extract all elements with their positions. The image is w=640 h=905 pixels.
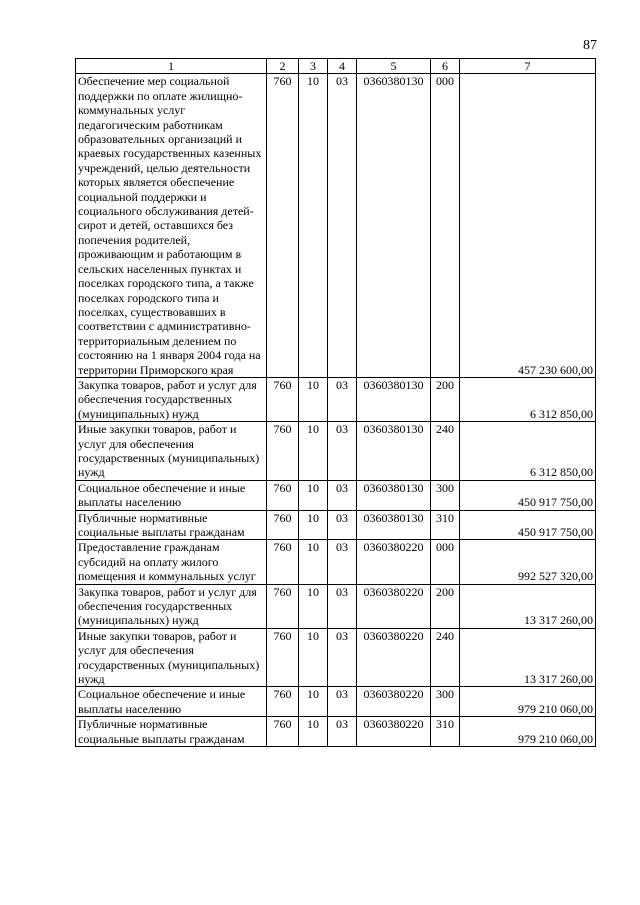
row-code-ministry: 760: [267, 510, 299, 540]
row-expense-type: 240: [431, 422, 460, 481]
row-target-article: 0360380220: [357, 628, 431, 687]
row-target-article: 0360380220: [357, 717, 431, 747]
column-header: 7: [460, 59, 596, 74]
row-description: Обеспечение мер социальной поддержки по оплате жилищно-коммунальных услуг педагогическим работникам образовательных организаций и краевых государственных казенных учреждений, целью деятельности которых является обеспечение социальной поддержки и социального обслуживания детей-сирот и детей, оставшихся без попечения родителей, проживающим и работающим в сельских населенных пунктах и поселках городского типа, а также поселках городского типа и поселках, существовавших в соответствии с административно-территориальным делением по состоянию на 1 января 2004 года на территории Приморского края: [76, 74, 267, 378]
row-code-subsection: 03: [328, 422, 357, 481]
column-header: 5: [357, 59, 431, 74]
row-expense-type: 300: [431, 687, 460, 717]
row-code-ministry: 760: [267, 540, 299, 584]
row-description: Социальное обеспечение и иные выплаты населению: [76, 687, 267, 717]
row-description: Социальное обеспечение и иные выплаты населению: [76, 480, 267, 510]
row-target-article: 0360380220: [357, 540, 431, 584]
row-amount: 450 917 750,00: [460, 480, 596, 510]
row-code-section: 10: [299, 422, 328, 481]
row-description: Иные закупки товаров, работ и услуг для обеспечения государственных (муниципальных) нужд: [76, 628, 267, 687]
row-amount: 6 312 850,00: [460, 377, 596, 421]
row-code-ministry: 760: [267, 377, 299, 421]
row-target-article: 0360380130: [357, 510, 431, 540]
row-target-article: 0360380130: [357, 377, 431, 421]
row-expense-type: 310: [431, 717, 460, 747]
row-amount: 992 527 320,00: [460, 540, 596, 584]
table-body: [76, 74, 596, 747]
row-code-ministry: 760: [267, 687, 299, 717]
row-description: Закупка товаров, работ и услуг для обеспечения государственных (муниципальных) нужд: [76, 377, 267, 421]
row-target-article: 0360380220: [357, 687, 431, 717]
row-target-article: 0360380220: [357, 584, 431, 628]
row-code-subsection: 03: [328, 540, 357, 584]
row-description: Иные закупки товаров, работ и услуг для обеспечения государственных (муниципальных) нужд: [76, 422, 267, 481]
table-row: [76, 377, 596, 421]
row-target-article: 0360380130: [357, 74, 431, 378]
row-code-section: 10: [299, 74, 328, 378]
column-header: 6: [431, 59, 460, 74]
table-row: [76, 74, 596, 378]
row-target-article: 0360380130: [357, 422, 431, 481]
table-row: [76, 480, 596, 510]
row-code-subsection: 03: [328, 687, 357, 717]
row-code-section: 10: [299, 510, 328, 540]
row-code-ministry: 760: [267, 628, 299, 687]
budget-table: [75, 58, 596, 747]
row-code-section: 10: [299, 628, 328, 687]
row-code-subsection: 03: [328, 377, 357, 421]
row-amount: 450 917 750,00: [460, 510, 596, 540]
page-number: 87: [583, 38, 597, 53]
header-row: [76, 59, 596, 74]
row-expense-type: 300: [431, 480, 460, 510]
column-header: 4: [328, 59, 357, 74]
row-expense-type: 200: [431, 584, 460, 628]
table-row: [76, 687, 596, 717]
table-row: [76, 628, 596, 687]
row-code-subsection: 03: [328, 74, 357, 378]
column-header: 1: [76, 59, 267, 74]
row-code-ministry: 760: [267, 584, 299, 628]
row-description: Публичные нормативные социальные выплаты гражданам: [76, 510, 267, 540]
row-expense-type: 310: [431, 510, 460, 540]
row-code-section: 10: [299, 687, 328, 717]
row-code-section: 10: [299, 540, 328, 584]
table-row: [76, 540, 596, 584]
row-code-subsection: 03: [328, 584, 357, 628]
row-code-ministry: 760: [267, 717, 299, 747]
row-amount: 13 317 260,00: [460, 628, 596, 687]
table-row: [76, 510, 596, 540]
row-target-article: 0360380130: [357, 480, 431, 510]
row-description: Закупка товаров, работ и услуг для обеспечения государственных (муниципальных) нужд: [76, 584, 267, 628]
row-code-subsection: 03: [328, 717, 357, 747]
row-amount: 457 230 600,00: [460, 74, 596, 378]
row-code-subsection: 03: [328, 628, 357, 687]
row-expense-type: 200: [431, 377, 460, 421]
row-code-section: 10: [299, 717, 328, 747]
row-expense-type: 000: [431, 540, 460, 584]
column-header: 2: [267, 59, 299, 74]
row-code-subsection: 03: [328, 480, 357, 510]
column-header: 3: [299, 59, 328, 74]
table-row: [76, 584, 596, 628]
row-code-section: 10: [299, 584, 328, 628]
row-code-ministry: 760: [267, 422, 299, 481]
row-code-section: 10: [299, 377, 328, 421]
row-description: Публичные нормативные социальные выплаты гражданам: [76, 717, 267, 747]
row-code-ministry: 760: [267, 480, 299, 510]
table-header: [76, 59, 596, 74]
row-amount: 979 210 060,00: [460, 687, 596, 717]
row-description: Предоставление гражданам субсидий на оплату жилого помещения и коммунальных услуг: [76, 540, 267, 584]
row-expense-type: 000: [431, 74, 460, 378]
row-code-subsection: 03: [328, 510, 357, 540]
row-amount: 6 312 850,00: [460, 422, 596, 481]
row-expense-type: 240: [431, 628, 460, 687]
row-amount: 13 317 260,00: [460, 584, 596, 628]
table-row: [76, 717, 596, 747]
row-amount: 979 210 060,00: [460, 717, 596, 747]
table-row: [76, 422, 596, 481]
row-code-section: 10: [299, 480, 328, 510]
row-code-ministry: 760: [267, 74, 299, 378]
